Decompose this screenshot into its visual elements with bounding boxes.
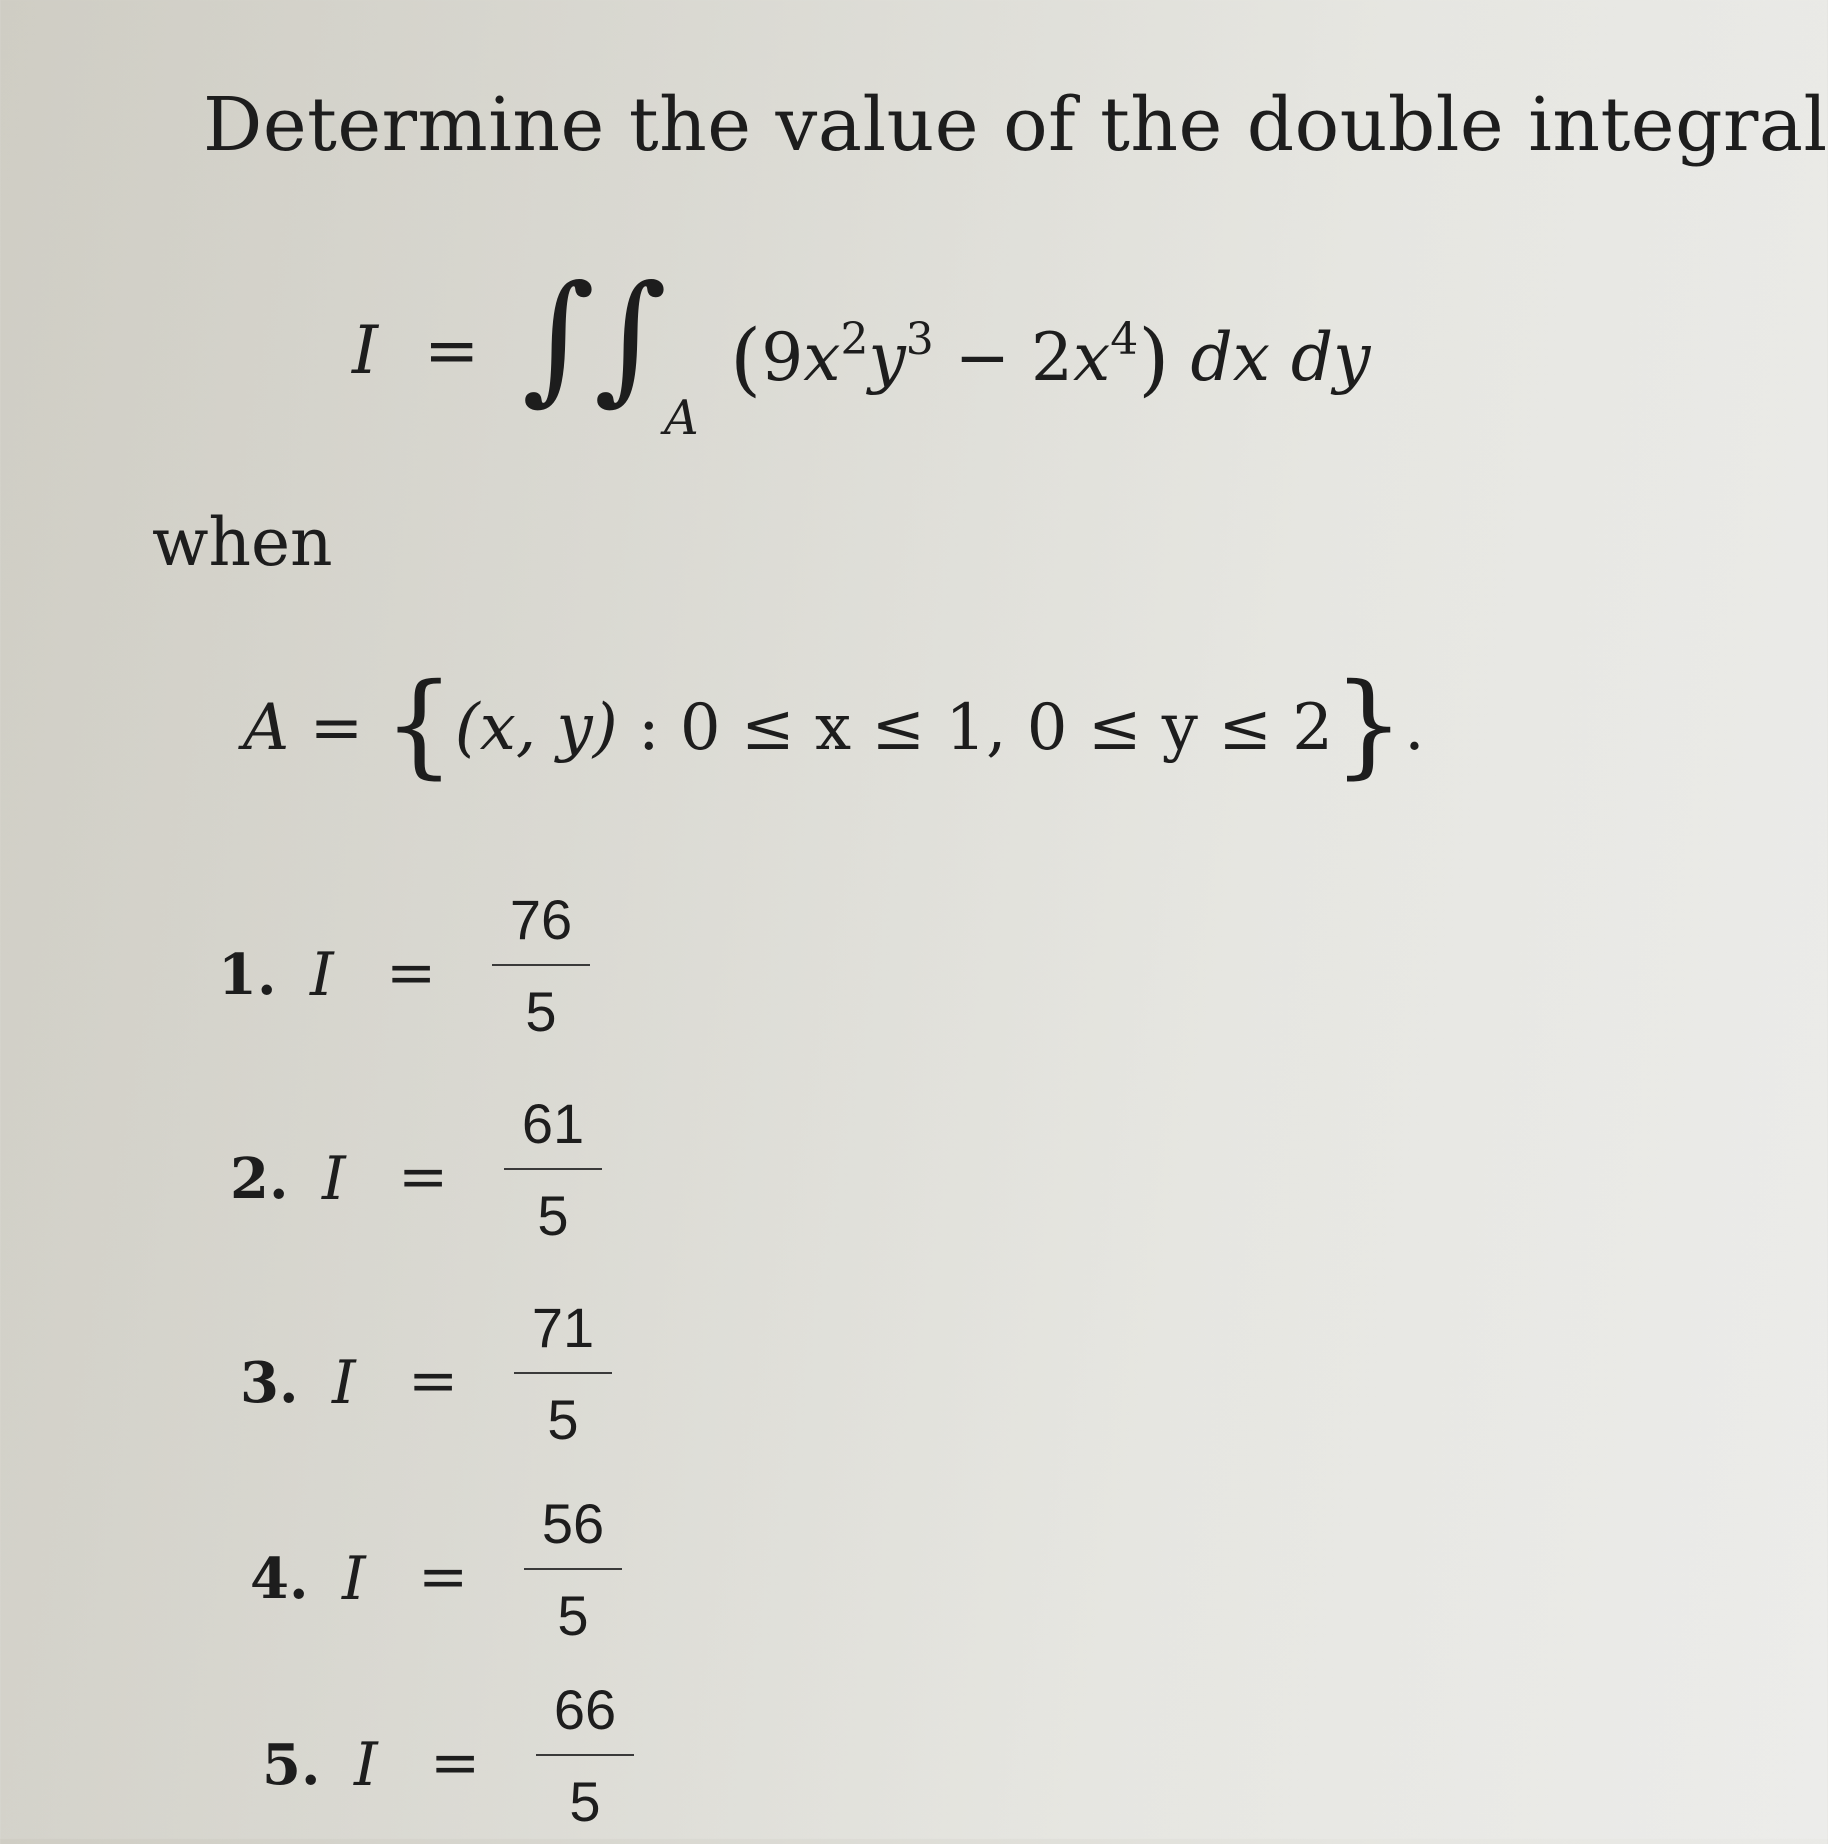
fraction-denominator: 5 <box>569 1770 601 1833</box>
region-definition <box>243 660 1425 790</box>
coefficient: 9 <box>761 319 804 396</box>
fraction-numerator: 56 <box>541 1492 605 1555</box>
coordinate-pair: (x, y) <box>454 691 618 765</box>
option-variable: I <box>322 1144 346 1214</box>
option-variable: I <box>354 1730 378 1800</box>
fraction-bar <box>514 1372 612 1374</box>
integrand <box>730 312 1370 405</box>
option-equals: = <box>418 1542 469 1612</box>
exponent: 3 <box>905 314 934 365</box>
minus-sign: − <box>933 319 1032 396</box>
option-equals: = <box>398 1142 449 1212</box>
exponent: 4 <box>1110 314 1139 365</box>
fraction-denominator: 5 <box>525 980 557 1043</box>
variable-x: x <box>1073 319 1111 396</box>
option-fraction <box>486 884 596 1048</box>
open-paren: ( <box>730 312 762 405</box>
close-paren: ) <box>1138 312 1170 405</box>
fraction-bar <box>492 964 590 966</box>
option-number: 1. <box>218 942 277 1008</box>
fraction-numerator: 66 <box>553 1678 617 1741</box>
integral-sign-inner: ∫ <box>594 256 667 419</box>
fraction-denominator: 5 <box>557 1584 589 1647</box>
equals-sign: = <box>424 312 480 389</box>
fraction-denominator: 5 <box>547 1388 579 1451</box>
period: . <box>1404 691 1425 765</box>
option-fraction <box>498 1088 608 1252</box>
option-number: 3. <box>240 1350 299 1416</box>
integration-region: A <box>664 390 699 446</box>
fraction-bar <box>504 1168 602 1170</box>
close-brace: } <box>1332 660 1405 790</box>
option-equals: = <box>408 1346 459 1416</box>
fraction-bar <box>536 1754 634 1756</box>
region-name: A <box>243 691 290 765</box>
option-variable: I <box>342 1544 366 1614</box>
question-text: Determine the value of the double integral <box>203 82 1828 168</box>
exponent: 2 <box>840 314 869 365</box>
integral-lhs: I <box>352 312 379 389</box>
fraction-numerator: 71 <box>531 1296 595 1359</box>
option-fraction <box>508 1292 618 1456</box>
fraction-bar <box>524 1568 622 1570</box>
option-number: 5. <box>262 1732 321 1798</box>
option-variable: I <box>310 940 334 1010</box>
open-brace: { <box>383 660 455 790</box>
coefficient: 2 <box>1031 319 1074 396</box>
variable-y: y <box>868 319 906 396</box>
fraction-numerator: 61 <box>521 1092 585 1155</box>
integral-sign-outer: ∫ <box>522 256 595 419</box>
option-number: 4. <box>250 1546 309 1612</box>
option-variable: I <box>332 1348 356 1418</box>
option-equals: = <box>430 1728 481 1798</box>
region-bounds: : 0 ≤ x ≤ 1, 0 ≤ y ≤ 2 <box>617 691 1333 765</box>
option-fraction <box>530 1674 640 1838</box>
differentials: dx dy <box>1169 319 1371 396</box>
option-number: 2. <box>230 1146 289 1212</box>
variable-x: x <box>803 319 841 396</box>
equals-sign: = <box>289 691 384 765</box>
option-fraction <box>518 1488 628 1652</box>
fraction-numerator: 76 <box>509 888 573 951</box>
when-label: when <box>152 504 333 581</box>
fraction-denominator: 5 <box>537 1184 569 1247</box>
option-equals: = <box>386 938 437 1008</box>
